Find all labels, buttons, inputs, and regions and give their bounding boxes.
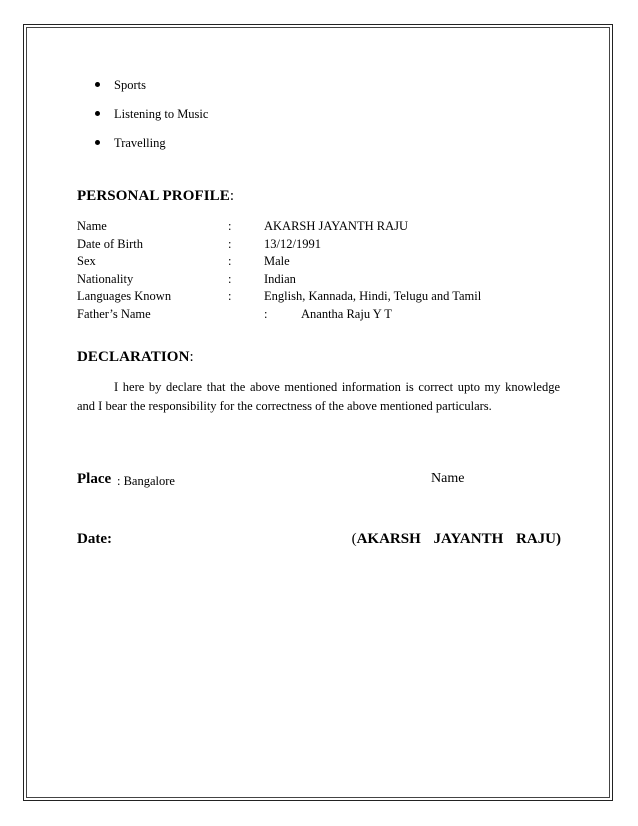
profile-row-languages bbox=[77, 288, 557, 306]
hobbies-list bbox=[95, 76, 208, 163]
field-value: 13/12/1991 bbox=[264, 236, 321, 251]
name-label: Name bbox=[431, 471, 465, 486]
list-item: Sports bbox=[95, 76, 208, 105]
field-separator: : bbox=[228, 219, 232, 233]
field-label: Nationality bbox=[77, 271, 134, 286]
place-label: Place bbox=[77, 471, 112, 487]
date-label: Date: bbox=[77, 531, 112, 547]
field-value: Anantha Raju Y T bbox=[301, 306, 392, 321]
signature-name: (AKARSH JAYANTH RAJU) bbox=[351, 531, 561, 547]
profile-row-nationality bbox=[77, 271, 557, 289]
profile-row-name bbox=[77, 218, 557, 236]
personal-profile-table bbox=[77, 218, 557, 323]
profile-row-dob bbox=[77, 236, 557, 254]
field-value: Indian bbox=[264, 271, 296, 286]
field-separator: : bbox=[228, 289, 232, 303]
field-label: Sex bbox=[77, 254, 96, 268]
place-value: : Bangalore bbox=[117, 474, 175, 488]
personal-profile-heading: PERSONAL PROFILE: bbox=[77, 188, 235, 204]
field-label: Languages Known bbox=[77, 289, 172, 303]
declaration-heading: DECLARATION: bbox=[77, 349, 194, 365]
field-label: Date of Birth bbox=[77, 236, 143, 251]
field-value: AKARSH JAYANTH RAJU bbox=[264, 219, 409, 233]
field-separator: : bbox=[228, 236, 232, 251]
field-separator: : bbox=[228, 254, 232, 268]
profile-row-sex bbox=[77, 253, 557, 271]
field-separator: : bbox=[264, 306, 268, 321]
list-item: Listening to Music bbox=[95, 105, 208, 134]
field-value: Male bbox=[264, 254, 290, 268]
list-item: Travelling bbox=[95, 134, 208, 163]
field-label: Father’s Name bbox=[77, 306, 151, 321]
field-value: English, Kannada, Hindi, Telugu and Tamil bbox=[264, 289, 482, 303]
declaration-text: I here by declare that the above mentioned information is correct upto my knowledge and I bear the responsibility for the correctness of the above mentioned particulars. bbox=[77, 380, 560, 413]
field-label: Name bbox=[77, 219, 107, 233]
field-separator: : bbox=[228, 271, 232, 286]
profile-row-father bbox=[77, 306, 557, 324]
